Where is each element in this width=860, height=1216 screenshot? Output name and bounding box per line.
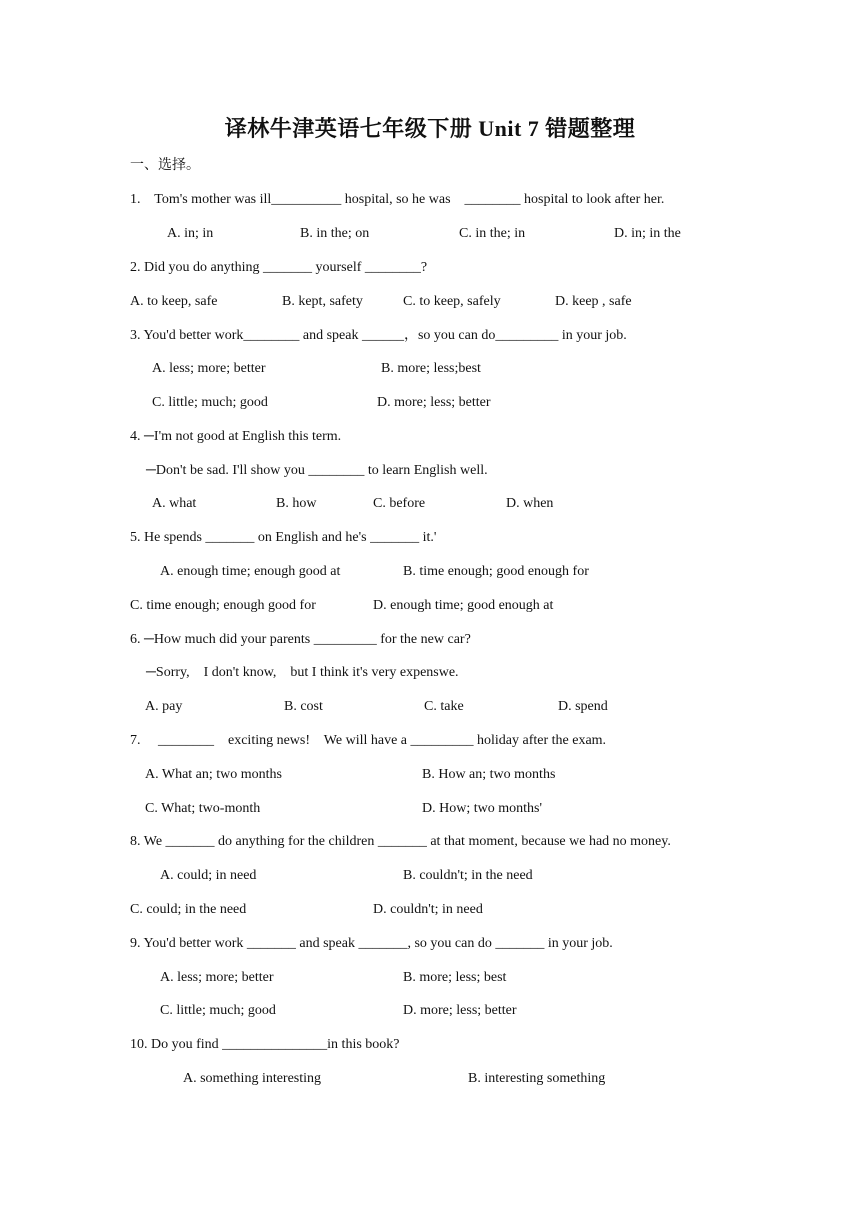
option-2d: D. keep , safe xyxy=(555,294,632,309)
question-1: 1. Tom's mother was ill__________ hospital, so he was ________ hospital to look after her. xyxy=(130,192,665,207)
option-4d: D. when xyxy=(506,496,554,511)
option-4a: A. what xyxy=(152,496,197,511)
option-10a: A. something interesting xyxy=(183,1071,322,1086)
option-3a: A. less; more; better xyxy=(152,361,266,376)
question-6-reply: ─Sorry, I don't know, but I think it's very expenswe. xyxy=(146,665,459,680)
option-6c: C. take xyxy=(424,699,464,714)
option-1a: A. in; in xyxy=(167,226,214,241)
option-4b: B. how xyxy=(276,496,317,511)
option-2b: B. kept, safety xyxy=(282,294,363,309)
option-1d: D. in; in the xyxy=(614,226,681,241)
document-title: 译林牛津英语七年级下册 Unit 7 错题整理 xyxy=(224,116,636,141)
question-4-reply: ─Don't be sad. I'll show you ________ to learn English well. xyxy=(146,463,488,478)
option-5b: B. time enough; good enough for xyxy=(403,564,589,579)
option-5a: A. enough time; enough good at xyxy=(160,564,341,579)
option-7b: B. How an; two months xyxy=(422,767,556,782)
option-6b: B. cost xyxy=(284,699,323,714)
option-3b: B. more; less;best xyxy=(381,361,481,376)
option-3d: D. more; less; better xyxy=(377,395,491,410)
option-8b: B. couldn't; in the need xyxy=(403,868,533,883)
question-5: 5. He spends _______ on English and he's _______ it.' xyxy=(130,530,437,545)
option-9d: D. more; less; better xyxy=(403,1003,517,1018)
option-7a: A. What an; two months xyxy=(145,767,283,782)
option-8c: C. could; in the need xyxy=(130,902,247,917)
option-1c: C. in the; in xyxy=(459,226,526,241)
option-9a: A. less; more; better xyxy=(160,970,274,985)
option-8d: D. couldn't; in need xyxy=(373,902,483,917)
question-4: 4. ─I'm not good at English this term. xyxy=(130,429,342,444)
question-2: 2. Did you do anything _______ yourself ________? xyxy=(130,260,428,275)
option-9b: B. more; less; best xyxy=(403,970,507,985)
question-3: 3. You'd better work________ and speak ______，so you can do_________ in your job. xyxy=(130,328,627,343)
option-1b: B. in the; on xyxy=(300,226,370,241)
option-4c: C. before xyxy=(373,496,426,511)
option-5d: D. enough time; good enough at xyxy=(373,598,554,613)
option-7c: C. What; two-month xyxy=(145,801,261,816)
option-6d: D. spend xyxy=(558,699,608,714)
option-9c: C. little; much; good xyxy=(160,1003,276,1018)
option-10b: B. interesting something xyxy=(468,1071,606,1086)
question-9: 9. You'd better work _______ and speak _______, so you can do _______ in your job. xyxy=(130,936,613,951)
question-8: 8. We _______ do anything for the children _______ at that moment, because we had no money. xyxy=(130,834,671,849)
option-7d: D. How; two months' xyxy=(422,801,542,816)
option-2c: C. to keep, safely xyxy=(403,294,501,309)
option-6a: A. pay xyxy=(145,699,183,714)
option-2a: A. to keep, safe xyxy=(130,294,218,309)
question-7: 7. ________ exciting news! We will have a _________ holiday after the exam. xyxy=(130,733,607,748)
question-10: 10. Do you find _______________in this book? xyxy=(130,1037,400,1052)
option-3c: C. little; much; good xyxy=(152,395,268,410)
option-5c: C. time enough; enough good for xyxy=(130,598,316,613)
option-8a: A. could; in need xyxy=(160,868,257,883)
question-6: 6. ─How much did your parents _________ for the new car? xyxy=(130,632,471,647)
section-heading: 一、选择。 xyxy=(130,158,200,173)
